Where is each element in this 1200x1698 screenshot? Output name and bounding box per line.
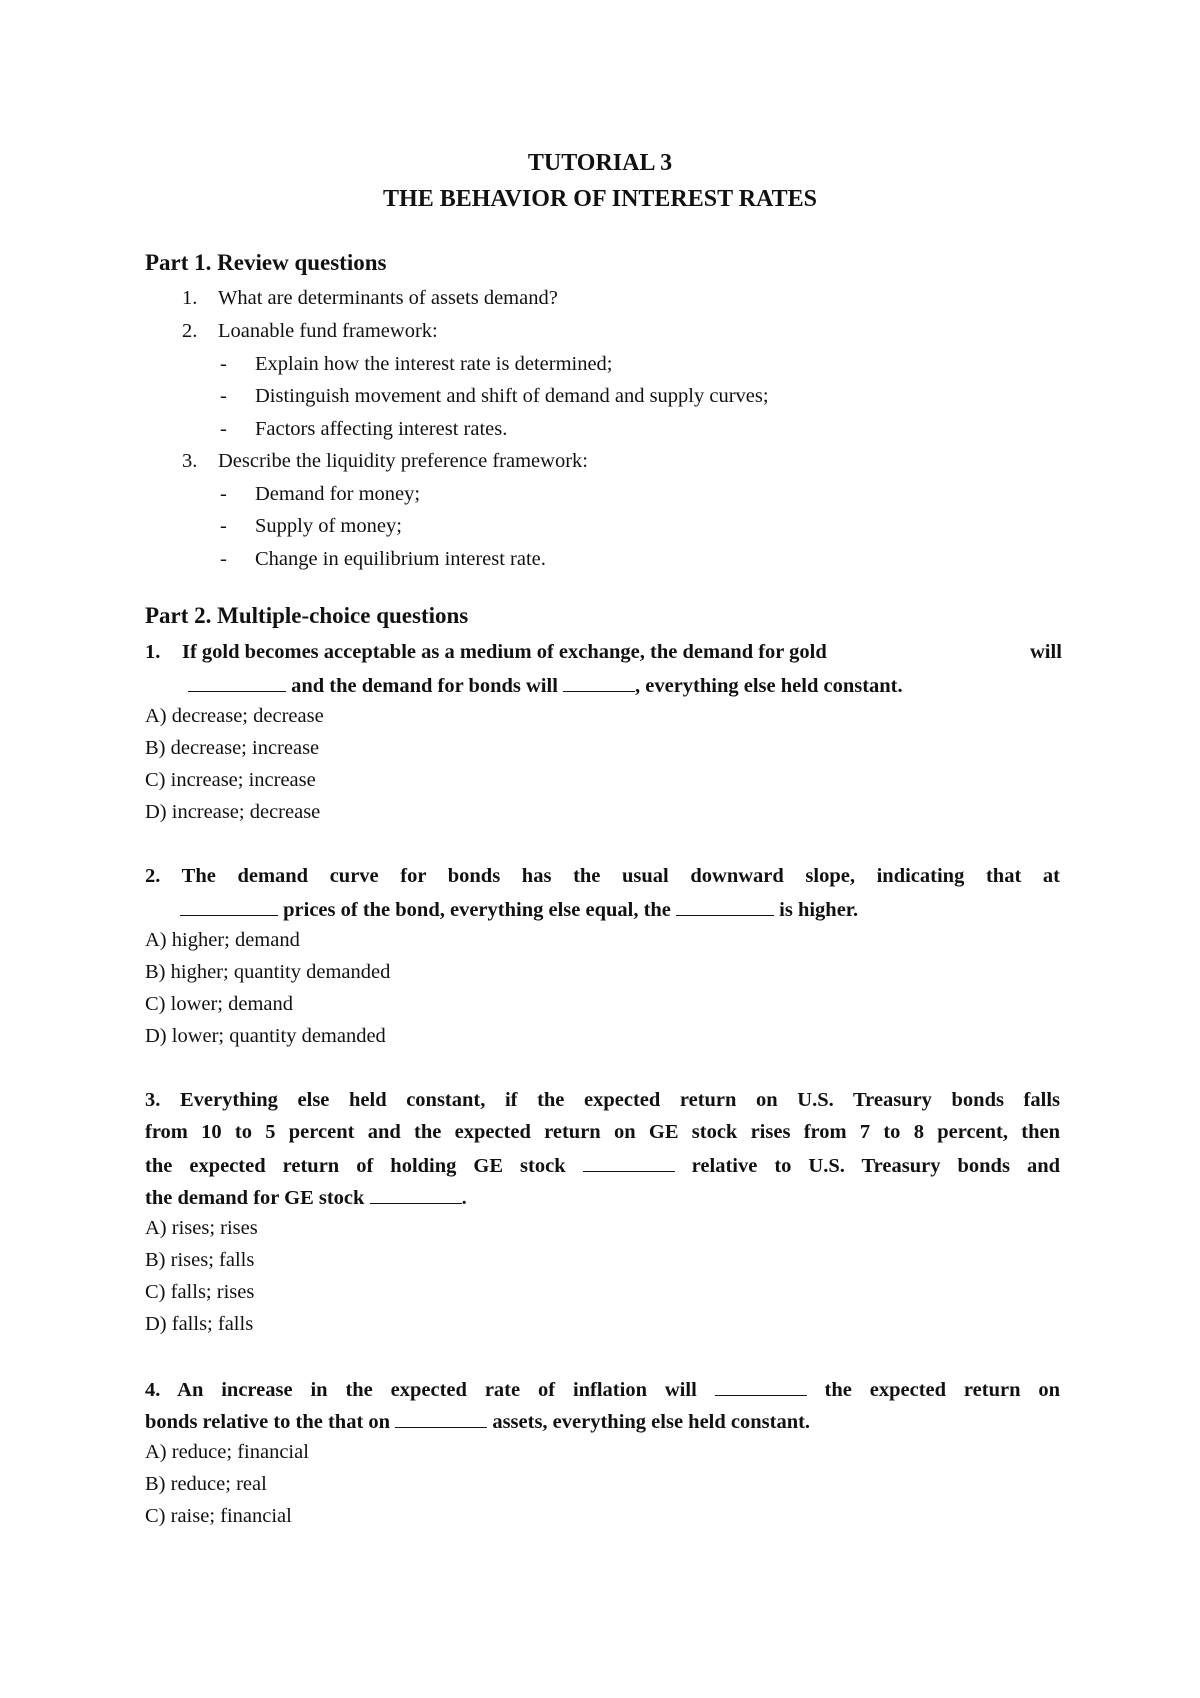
answer-option: C) raise; financial: [145, 1505, 292, 1527]
answer-blank: [715, 1377, 807, 1396]
question-text: .: [461, 1187, 467, 1209]
question-line: [145, 1409, 810, 1434]
list-item: Factors affecting interest rates.: [255, 418, 508, 440]
list-item: Describe the liquidity preference framework:: [218, 450, 588, 472]
answer-option: A) decrease; decrease: [145, 705, 324, 727]
question-line: [145, 865, 1060, 888]
list-number: 3.: [182, 450, 198, 472]
list-item: Supply of money;: [255, 515, 402, 537]
list-dash: -: [220, 515, 227, 537]
answer-option: B) rises; falls: [145, 1249, 255, 1271]
answer-option: A) higher; demand: [145, 929, 300, 951]
answer-blank: [563, 673, 635, 692]
question-number: 1.: [145, 641, 161, 663]
question-text: and the demand for bonds will: [291, 675, 558, 697]
question-line: [188, 673, 903, 698]
answer-blank: [180, 897, 278, 916]
question-line: [145, 1089, 1060, 1112]
question-text: If gold becomes acceptable as a medium of exchange, the demand for gold: [182, 641, 827, 663]
list-dash: -: [220, 418, 227, 440]
list-dash: -: [220, 385, 227, 407]
list-dash: -: [220, 548, 227, 570]
question-text: is higher.: [779, 899, 859, 921]
question-number: 3.: [145, 1089, 161, 1111]
answer-option: D) increase; decrease: [145, 801, 321, 823]
question-text: the demand for GE stock: [145, 1187, 365, 1209]
question-text: relative to U.S. Treasury bonds and: [691, 1155, 1061, 1177]
answer-option: B) decrease; increase: [145, 737, 320, 759]
part2-heading: Part 2. Multiple-choice questions: [145, 603, 469, 628]
question-text: the expected return on: [824, 1379, 1061, 1401]
answer-blank: [188, 673, 286, 692]
list-item: What are determinants of assets demand?: [218, 287, 558, 309]
question-text: Everything else held constant, if the expected return on U.S. Treasury bonds falls: [179, 1089, 1061, 1111]
list-number: 2.: [182, 320, 198, 342]
part1-heading: Part 1. Review questions: [145, 250, 387, 275]
list-dash: -: [220, 353, 227, 375]
question-text: The demand curve for bonds has the usual downward slope, indicating that at: [181, 865, 1060, 887]
question-text: the expected return of holding GE stock: [145, 1155, 566, 1177]
list-item: Distinguish movement and shift of demand and supply curves;: [255, 385, 769, 407]
answer-option: D) lower; quantity demanded: [145, 1025, 386, 1047]
list-item: Loanable fund framework:: [218, 320, 438, 342]
answer-option: C) increase; increase: [145, 769, 316, 791]
page-title: THE BEHAVIOR OF INTEREST RATES: [383, 186, 817, 212]
question-text: prices of the bond, everything else equal, the: [283, 899, 671, 921]
question-line: [145, 1377, 1060, 1402]
answer-blank: [583, 1153, 675, 1172]
list-item: Demand for money;: [255, 483, 421, 505]
question-line: [145, 1185, 467, 1210]
list-item: Explain how the interest rate is determined;: [255, 353, 613, 375]
question-text: , everything else held constant.: [635, 675, 903, 697]
answer-blank: [370, 1185, 462, 1204]
answer-option: B) reduce; real: [145, 1473, 267, 1495]
answer-option: A) reduce; financial: [145, 1441, 309, 1463]
answer-option: D) falls; falls: [145, 1313, 254, 1335]
question-text: assets, everything else held constant.: [492, 1411, 811, 1433]
answer-option: C) lower; demand: [145, 993, 294, 1015]
question-line: [145, 1153, 1060, 1178]
tutorial-number: TUTORIAL 3: [527, 150, 673, 176]
answer-blank: [676, 897, 774, 916]
list-item: Change in equilibrium interest rate.: [255, 548, 546, 570]
question-number: 2.: [145, 865, 161, 887]
question-text: bonds relative to the that on: [145, 1411, 391, 1433]
answer-blank: [395, 1409, 487, 1428]
question-line: [180, 897, 858, 922]
list-number: 1.: [182, 287, 198, 309]
answer-option: C) falls; rises: [145, 1281, 255, 1303]
list-dash: -: [220, 483, 227, 505]
question-text: will: [1030, 641, 1062, 663]
question-text: from 10 to 5 percent and the expected return on GE stock rises from 7 to 8 percent, then: [145, 1121, 1060, 1143]
question-number: 4.: [145, 1379, 161, 1401]
question-text: An increase in the expected rate of inflation will: [177, 1379, 697, 1401]
answer-option: A) rises; rises: [145, 1217, 258, 1239]
answer-option: B) higher; quantity demanded: [145, 961, 391, 983]
